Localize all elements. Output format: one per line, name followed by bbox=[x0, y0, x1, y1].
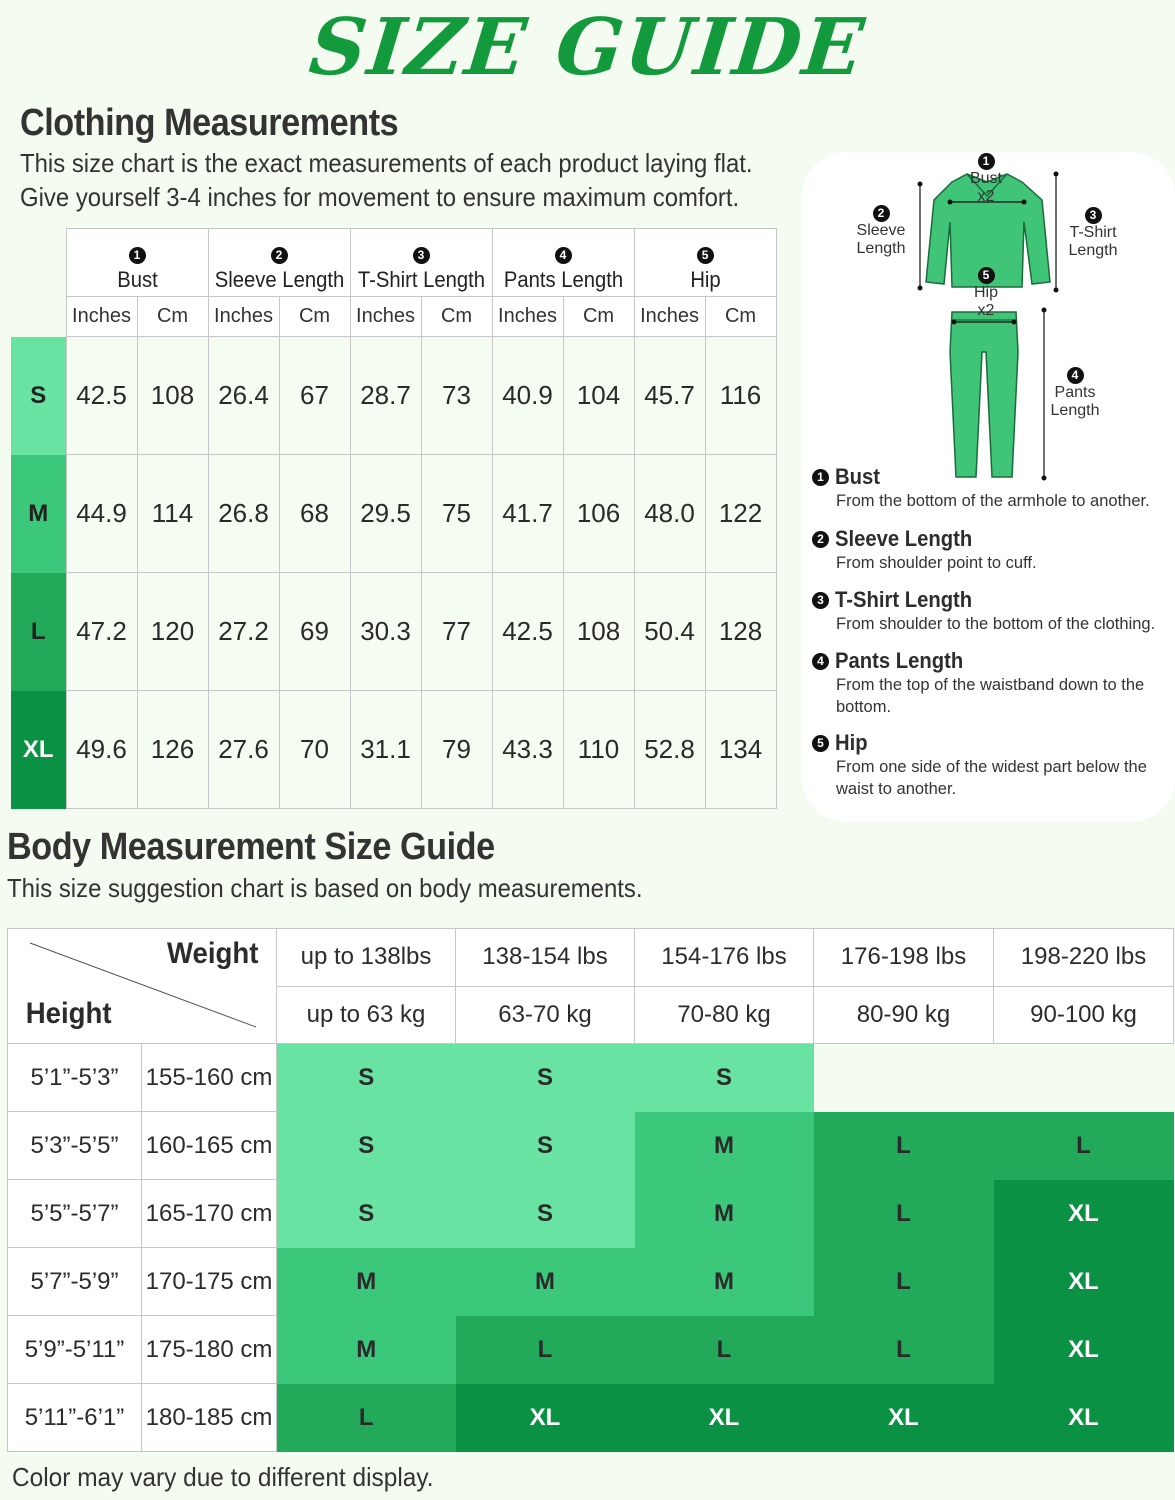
measurement-cell: 75 bbox=[421, 455, 492, 573]
table-row bbox=[8, 1044, 1174, 1112]
pants-diagram-label: 4 Pants Length bbox=[1050, 368, 1100, 419]
measurement-diagram-panel bbox=[802, 152, 1175, 822]
measurement-cell: 108 bbox=[137, 337, 208, 455]
measurement-cell: 43.3 bbox=[492, 691, 563, 809]
measurement-cell: 42.5 bbox=[492, 573, 563, 691]
column-header-label: Sleeve Length bbox=[214, 266, 344, 292]
size-cell: L bbox=[814, 1316, 994, 1384]
column-header-label: Pants Length bbox=[503, 266, 623, 292]
weight-lbs-header: 154-176 lbs bbox=[635, 929, 814, 987]
unit-header: Cm bbox=[563, 297, 634, 337]
clothing-table bbox=[11, 228, 777, 809]
measurement-cell: 45.7 bbox=[634, 337, 705, 455]
size-cell: XL bbox=[994, 1316, 1174, 1384]
description-text: From shoulder to the bottom of the clothing. bbox=[836, 615, 1156, 633]
body-note: This size suggestion chart is based on body measurements. bbox=[7, 873, 643, 903]
height-cm: 155-160 cm bbox=[142, 1044, 277, 1112]
number-badge: 5 bbox=[812, 735, 829, 752]
unit-header: Inches bbox=[66, 297, 137, 337]
measurement-cell: 70 bbox=[279, 691, 350, 809]
description-title: Hip bbox=[835, 730, 868, 755]
measurement-cell: 26.4 bbox=[208, 337, 279, 455]
measurement-cell: 106 bbox=[563, 455, 634, 573]
size-cell: XL bbox=[994, 1180, 1174, 1248]
column-header-label: T-Shirt Length bbox=[357, 266, 485, 292]
size-cell bbox=[994, 1044, 1174, 1112]
measurement-cell: 120 bbox=[137, 573, 208, 691]
measurement-cell: 69 bbox=[279, 573, 350, 691]
description-title: T-Shirt Length bbox=[835, 587, 973, 612]
size-cell: L bbox=[994, 1112, 1174, 1180]
size-label: XL bbox=[11, 691, 66, 809]
measurement-cell: 134 bbox=[705, 691, 776, 809]
weight-kg-header: 63-70 kg bbox=[456, 986, 635, 1044]
height-label: Height bbox=[25, 997, 112, 1030]
size-cell: L bbox=[814, 1180, 994, 1248]
unit-header: Cm bbox=[705, 297, 776, 337]
unit-header: Cm bbox=[137, 297, 208, 337]
column-header bbox=[492, 229, 634, 297]
weight-kg-header: 90-100 kg bbox=[994, 986, 1174, 1044]
measurement-cell: 42.5 bbox=[66, 337, 137, 455]
unit-header: Inches bbox=[634, 297, 705, 337]
size-cell: XL bbox=[456, 1384, 635, 1452]
size-cell: S bbox=[277, 1180, 456, 1248]
size-cell: S bbox=[277, 1044, 456, 1112]
description-item bbox=[812, 464, 1167, 512]
body-size-table bbox=[7, 928, 1174, 1452]
weight-kg-header: up to 63 kg bbox=[277, 986, 456, 1044]
measurement-cell: 40.9 bbox=[492, 337, 563, 455]
height-cm: 165-170 cm bbox=[142, 1180, 277, 1248]
measurement-cell: 122 bbox=[705, 455, 776, 573]
table-row bbox=[11, 573, 776, 691]
height-ft: 5’11”-6’1” bbox=[8, 1384, 142, 1452]
description-text: From one side of the widest part below the waist to another. bbox=[836, 758, 1147, 798]
weight-kg-header: 70-80 kg bbox=[635, 986, 814, 1044]
hip-diagram-label: 5 Hip x2 bbox=[973, 268, 998, 319]
measurement-cell: 26.8 bbox=[208, 455, 279, 573]
unit-header: Inches bbox=[350, 297, 421, 337]
size-label: M bbox=[11, 455, 66, 573]
measurement-cell: 52.8 bbox=[634, 691, 705, 809]
unit-header: Cm bbox=[421, 297, 492, 337]
clothing-heading: Clothing Measurements bbox=[20, 102, 399, 144]
measurement-cell: 49.6 bbox=[66, 691, 137, 809]
measurement-cell: 47.2 bbox=[66, 573, 137, 691]
size-cell: XL bbox=[994, 1248, 1174, 1316]
number-badge: 4 bbox=[812, 653, 829, 670]
measurement-cell: 110 bbox=[563, 691, 634, 809]
table-row bbox=[11, 455, 776, 573]
number-badge: 3 bbox=[413, 247, 430, 264]
weight-lbs-header: 176-198 lbs bbox=[814, 929, 994, 987]
column-header-label: Bust bbox=[116, 266, 158, 292]
size-cell: S bbox=[277, 1112, 456, 1180]
weight-lbs-header: up to 138lbs bbox=[277, 929, 456, 987]
size-cell: L bbox=[814, 1248, 994, 1316]
size-cell: XL bbox=[635, 1384, 814, 1452]
measurement-cell: 114 bbox=[137, 455, 208, 573]
size-label: S bbox=[11, 337, 66, 455]
table-row bbox=[8, 1248, 1174, 1316]
measurement-cell: 28.7 bbox=[350, 337, 421, 455]
number-badge: 1 bbox=[812, 469, 829, 486]
description-item bbox=[812, 587, 1167, 635]
weight-lbs-header: 198-220 lbs bbox=[994, 929, 1174, 987]
size-cell: M bbox=[277, 1316, 456, 1384]
measurement-cell: 126 bbox=[137, 691, 208, 809]
weight-lbs-header: 138-154 lbs bbox=[456, 929, 635, 987]
unit-header: Inches bbox=[492, 297, 563, 337]
body-heading: Body Measurement Size Guide bbox=[7, 826, 495, 868]
description-item bbox=[812, 648, 1167, 718]
measurement-cell: 29.5 bbox=[350, 455, 421, 573]
size-cell: XL bbox=[994, 1384, 1174, 1452]
size-cell: L bbox=[456, 1316, 635, 1384]
number-badge: 4 bbox=[555, 247, 572, 264]
height-ft: 5’9”-5’11” bbox=[8, 1316, 142, 1384]
height-cm: 170-175 cm bbox=[142, 1248, 277, 1316]
number-badge: 5 bbox=[697, 247, 714, 264]
number-badge: 2 bbox=[271, 247, 288, 264]
size-cell: L bbox=[814, 1112, 994, 1180]
size-label: L bbox=[11, 573, 66, 691]
measurement-cell: 108 bbox=[563, 573, 634, 691]
description-title: Pants Length bbox=[835, 648, 964, 673]
number-badge: 2 bbox=[812, 531, 829, 548]
description-item bbox=[812, 730, 1167, 800]
height-cm: 160-165 cm bbox=[142, 1112, 277, 1180]
weight-kg-header: 80-90 kg bbox=[814, 986, 994, 1044]
height-ft: 5’7”-5’9” bbox=[8, 1248, 142, 1316]
pants-illustration bbox=[950, 312, 1018, 477]
table-row bbox=[8, 1316, 1174, 1384]
measurement-cell: 128 bbox=[705, 573, 776, 691]
sleeve-diagram-label: 2 Sleeve Length bbox=[856, 206, 906, 257]
measurement-cell: 48.0 bbox=[634, 455, 705, 573]
table-row bbox=[8, 1180, 1174, 1248]
size-cell bbox=[814, 1044, 994, 1112]
column-header bbox=[66, 229, 208, 297]
table-row bbox=[8, 1112, 1174, 1180]
measurement-cell: 27.6 bbox=[208, 691, 279, 809]
unit-header: Cm bbox=[279, 297, 350, 337]
corner-blank bbox=[11, 229, 66, 337]
description-text: From the bottom of the armhole to another. bbox=[836, 492, 1150, 510]
color-disclaimer: Color may vary due to different display. bbox=[12, 1462, 434, 1492]
size-cell: XL bbox=[814, 1384, 994, 1452]
description-text: From the top of the waistband down to the bottom. bbox=[836, 676, 1145, 716]
weight-label: Weight bbox=[166, 937, 259, 970]
measurement-cell: 77 bbox=[421, 573, 492, 691]
size-cell: M bbox=[277, 1248, 456, 1316]
size-cell: S bbox=[635, 1044, 814, 1112]
table-row bbox=[8, 1384, 1174, 1452]
size-cell: M bbox=[635, 1112, 814, 1180]
measurement-cell: 79 bbox=[421, 691, 492, 809]
number-badge: 1 bbox=[129, 247, 146, 264]
description-text: From shoulder point to cuff. bbox=[836, 554, 1037, 572]
bust-diagram-label: 1 Bust x2 bbox=[969, 154, 1002, 205]
height-ft: 5’3”-5’5” bbox=[8, 1112, 142, 1180]
measurement-cell: 104 bbox=[563, 337, 634, 455]
measurement-cell: 30.3 bbox=[350, 573, 421, 691]
number-badge: 3 bbox=[812, 592, 829, 609]
size-cell: M bbox=[456, 1248, 635, 1316]
measurement-cell: 116 bbox=[705, 337, 776, 455]
size-cell: M bbox=[635, 1180, 814, 1248]
column-header-label: Hip bbox=[689, 266, 721, 292]
measurement-cell: 41.7 bbox=[492, 455, 563, 573]
weight-height-corner bbox=[8, 929, 277, 1044]
column-header bbox=[208, 229, 350, 297]
size-cell: S bbox=[456, 1112, 635, 1180]
size-cell: S bbox=[456, 1180, 635, 1248]
size-cell: L bbox=[277, 1384, 456, 1452]
column-header bbox=[634, 229, 776, 297]
measurement-cell: 44.9 bbox=[66, 455, 137, 573]
height-ft: 5’1”-5’3” bbox=[8, 1044, 142, 1112]
measurement-cell: 27.2 bbox=[208, 573, 279, 691]
page-title: SIZE GUIDE bbox=[305, 2, 870, 93]
measurement-cell: 31.1 bbox=[350, 691, 421, 809]
size-cell: M bbox=[635, 1248, 814, 1316]
description-title: Sleeve Length bbox=[835, 526, 973, 551]
size-cell: S bbox=[456, 1044, 635, 1112]
description-item bbox=[812, 526, 1167, 574]
measurement-cell: 68 bbox=[279, 455, 350, 573]
height-cm: 175-180 cm bbox=[142, 1316, 277, 1384]
measurement-cell: 67 bbox=[279, 337, 350, 455]
unit-header: Inches bbox=[208, 297, 279, 337]
height-cm: 180-185 cm bbox=[142, 1384, 277, 1452]
height-ft: 5’5”-5’7” bbox=[8, 1180, 142, 1248]
clothing-note-2: Give yourself 3-4 inches for movement to ensure maximum comfort. bbox=[20, 182, 740, 212]
tshirt-diagram-label: 3 T-Shirt Length bbox=[1068, 208, 1118, 259]
measurement-cell: 73 bbox=[421, 337, 492, 455]
clothing-note-1: This size chart is the exact measurements of each product laying flat. bbox=[20, 148, 753, 178]
column-header bbox=[350, 229, 492, 297]
measurement-cell: 50.4 bbox=[634, 573, 705, 691]
description-title: Bust bbox=[835, 464, 880, 489]
table-row bbox=[11, 337, 776, 455]
size-cell: L bbox=[635, 1316, 814, 1384]
table-row bbox=[11, 691, 776, 809]
